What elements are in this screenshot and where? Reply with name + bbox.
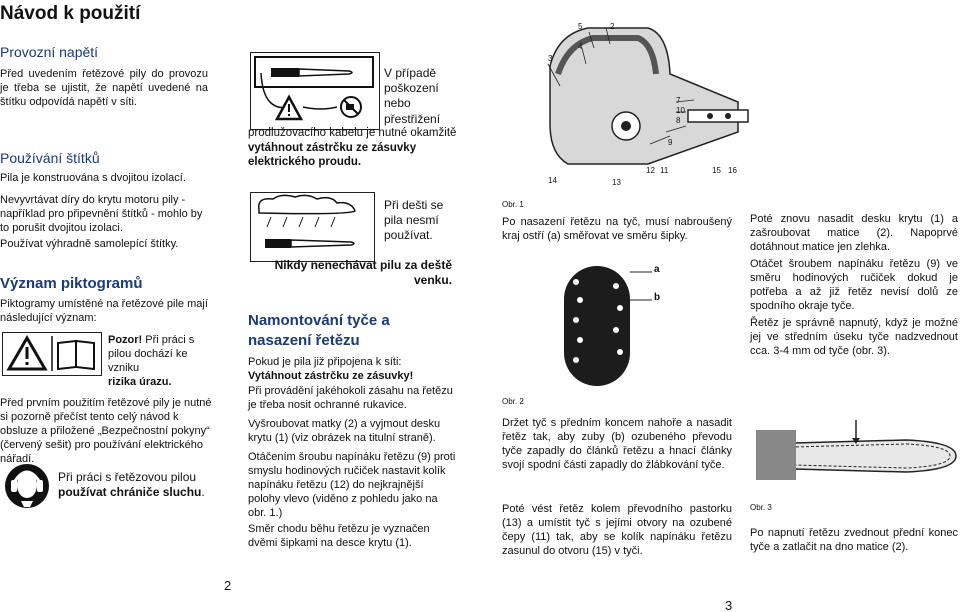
operating-voltage-text: Před uvedením řetězové pily do provozu je třeba se ujistit, že napětí uvedené na štítku odpovídá napětí v síti. — [0, 68, 208, 108]
figure-1 — [498, 14, 768, 190]
mount-text-4: Otáčením šroubu napínáku řetězu (9) proti smyslu hodinových ručiček nastavit kolík napínáku řetězu (12) do nejkrajnější polohy vlevo (viděno z pohledu jako na obr. 1.) — [248, 451, 456, 519]
cable-damage-text-2: prodlužovacího kabelu je nutné okamžitě vytáhnout zástrčku ze zásuvky elektrického proudu. — [248, 127, 457, 169]
fig1-label: 2 — [610, 22, 615, 31]
fig1-label: 14 — [548, 176, 557, 185]
cable-damage-bold: vytáhnout zástrčku ze zásuvky elektrického proudu. — [248, 141, 417, 169]
fig1-label: 4 — [578, 42, 583, 51]
page-number-left: 2 — [224, 578, 232, 593]
page-title: Návod k použití — [0, 3, 141, 24]
fig1-label: 11 — [660, 166, 669, 175]
warning-text-body: Při práci s pilou dochází ke vzniku — [108, 334, 195, 374]
warning-text-risk: rizika úrazu. — [108, 375, 172, 388]
rain-text: Při dešti se pila nesmí používat. — [384, 198, 444, 243]
figure-3 — [756, 400, 960, 496]
page-number-right: 3 — [725, 598, 733, 612]
fig1-label: 7 — [676, 96, 681, 105]
section-title-operating-voltage: Provozní napětí — [0, 44, 99, 60]
fig1-label: 3 — [548, 54, 553, 63]
mount-text-2: Při provádění jakéhokoli zásahu na řetězu je třeba nosit ochranné rukavice. — [248, 385, 453, 411]
mount-text-3: Vyšroubovat matky (2) a vyjmout desku krytu (1) (viz obrázek na titulní straně). — [248, 418, 441, 444]
ear-protection-bold: používat chrániče sluchu — [58, 485, 202, 500]
tension-text: Otáčet šroubem napínáku řetězu (9) ve směru hodinových ručiček dokud je potřeba a až již řetěz nevisí dolů ze spodního okraje tyče. — [750, 258, 958, 312]
correct-tension-text: Řetěz je správně napnutý, když je možné jej ve středním úseku tyče nadzvednout cca. 3-4 mm od tyče (obr. 3). — [750, 317, 958, 357]
unplug-bold: Vytáhnout zástrčku ze zásuvky! — [248, 369, 414, 382]
final-text: Po napnutí řetězu zvednout přední konec tyče a zatlačit na dno matice (2). — [750, 527, 958, 553]
chain-text: Poté vést řetěz kolem převodního pastorku (13) a umístit tyč s jejími otvory na ozubené čepy (11) tak, aby se kolík napínáku řetězu zasunul do otvoru (15) v tyči. — [502, 503, 732, 557]
fig1-label: 12 — [646, 166, 655, 175]
ear-protection-text: Při práci s řetězovou pilou používat chrániče sluchu. — [58, 470, 205, 500]
fig1-text: Po nasazení řetězu na tyč, musí nabroušený kraj ostří (a) směřovat ve směru šipky. — [502, 216, 732, 242]
figure-2 — [540, 262, 680, 390]
section-title-pictograms: Význam piktogramů — [0, 275, 143, 292]
rain-bold-text: Nikdy nenechávat pilu za deště venku. — [274, 258, 452, 288]
section-title-bar-chain: Namontování tyče a nasazení řetězu — [248, 312, 390, 349]
fig1-label: 13 — [612, 178, 621, 187]
fig1-label: 5 — [578, 22, 583, 31]
figure-1-caption: Obr. 1 — [502, 200, 524, 209]
fig1-label: 15 — [712, 166, 721, 175]
figure-3-caption: Obr. 3 — [750, 503, 772, 512]
labels-text-3: Používat výhradně samolepící štítky. — [0, 238, 179, 250]
open-book-icon — [58, 341, 94, 369]
pictograms-text: Piktogramy umístěné na řetězové pile mají následující význam: — [0, 298, 208, 324]
section-title-labels: Používání štítků — [0, 150, 100, 166]
manual-text: Před prvním použitím řetězové pily je nutné si pozorně přečíst tento celý návod k obsluze a přiložené „Bezpečnostní pokyny“ (červený sešit) pro používání elektrického nářadí. — [0, 397, 212, 465]
warning-manual-pictogram — [2, 332, 102, 376]
labels-text-1: Pila je konstruována s dvojitou izolací. — [0, 172, 186, 184]
fig2-label-a: a — [654, 264, 660, 275]
cloud-icon — [259, 195, 355, 213]
figure-2-caption: Obr. 2 — [502, 397, 524, 406]
mount-text-5: Směr chodu běhu řetězu je vyznačen dvěmi šipkami na desce krytu (1). — [248, 523, 430, 549]
fig1-label: 10 — [676, 106, 685, 115]
fig1-label: 8 — [676, 116, 681, 125]
cable-damage-pictogram — [250, 52, 380, 130]
fig2-text: Držet tyč s předním koncem nahoře a nasadit řetěz tak, aby zuby (b) ozubeného převodu tyče zapadly do článků řetězu a hnací články svojí spodní části zapadly do žlábkování tyče. — [502, 417, 732, 471]
labels-text-2: Nevyvrtávat díry do krytu motoru pily - například pro připevnění štítků - mohlo by to porušit dvojitou izolaci. — [0, 194, 203, 234]
fig1-label: 9 — [668, 138, 673, 147]
warning-text — [108, 334, 212, 390]
fig2-label-b: b — [654, 292, 661, 303]
chainsaw-icon — [265, 239, 354, 248]
cover-text: Poté znovu nasadit desku krytu (1) a zašroubovat matice (2). Napoprvé dotáhnout matice jen zlehka. — [750, 213, 958, 253]
mount-text-1: Pokud je pila již připojena k síti: Vytáhnout zástrčku ze zásuvky! — [248, 356, 414, 382]
warning-label: Pozor! — [108, 334, 143, 346]
fig1-label: 16 — [728, 166, 737, 175]
rain-pictogram — [250, 192, 375, 262]
no-plug-icon — [341, 97, 361, 117]
ear-protection-icon — [4, 463, 50, 509]
cable-damage-text-1: V případě poškození nebo přestřižení — [384, 66, 441, 126]
